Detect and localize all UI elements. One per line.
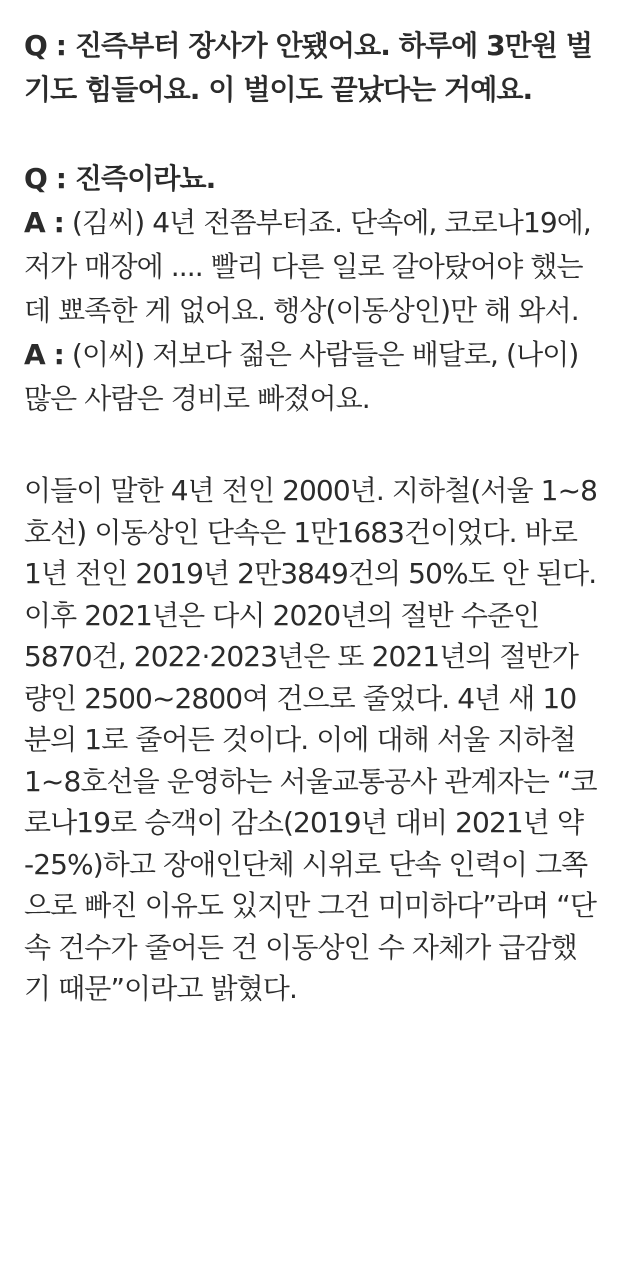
paragraph-line: -25%)하고 장애인단체 시위로 단속 인력이 그쪽 xyxy=(24,847,588,881)
paragraph-line: 분의 1로 줄어든 것이다. 이에 대해 서울 지하철 xyxy=(24,723,576,756)
spacer xyxy=(24,112,624,157)
paragraph-line: 으로 빠진 이유도 있지만 그건 미미하다”라며 “단 xyxy=(24,889,597,922)
paragraph-line: 1~8호선을 운영하는 서울교통공사 관계자는 “코 xyxy=(24,764,597,798)
paragraph-line: 속 건수가 줄어든 건 이동상인 수 자체가 급감했 xyxy=(24,930,577,964)
body-paragraph xyxy=(24,470,624,1010)
answer-text: (김씨) 4년 전쯤부터죠. 단속에, 코로나19에, xyxy=(63,206,591,239)
spacer xyxy=(24,421,624,470)
question-line: Q : 진즉이라뇨. xyxy=(24,162,216,195)
paragraph-line: 이들이 말한 4년 전인 2000년. 지하철(서울 1~8 xyxy=(24,474,598,507)
answer-line xyxy=(24,201,624,245)
answer-speaker: A : xyxy=(24,206,64,239)
answer-text: (이씨) 저보다 젊은 사람들은 배달로, (나이) xyxy=(63,338,579,371)
answer-line: 저가 매장에 .... 빨리 다른 일로 갈아탔어야 했는 xyxy=(24,250,583,283)
qa-block-2 xyxy=(24,157,624,421)
answer-line: 많은 사람은 경비로 빠졌어요. xyxy=(24,382,370,415)
paragraph-line: 1년 전인 2019년 2만3849건의 50%도 안 된다. xyxy=(24,557,597,590)
qa-block-1 xyxy=(24,24,624,112)
article-body xyxy=(24,24,624,1010)
answer-line: 데 뾰족한 게 없어요. 행상(이동상인)만 해 와서. xyxy=(24,294,579,327)
paragraph-line: 량인 2500~2800여 건으로 줄었다. 4년 새 10 xyxy=(24,681,577,715)
question-line: 기도 힘들어요. 이 벌이도 끝났다는 거예요. xyxy=(24,73,533,106)
answer-speaker: A : xyxy=(24,338,64,371)
paragraph-line: 기 때문”이라고 밝혔다. xyxy=(24,972,297,1005)
paragraph-line: 이후 2021년은 다시 2020년의 절반 수준인 xyxy=(24,598,540,632)
paragraph-line: 로나19로 승객이 감소(2019년 대비 2021년 약 xyxy=(24,806,584,839)
question-line: Q : 진즉부터 장사가 안됐어요. 하루에 3만원 벌 xyxy=(24,29,592,62)
paragraph-line: 5870건, 2022·2023년은 또 2021년의 절반가 xyxy=(24,640,578,673)
answer-line xyxy=(24,333,624,377)
paragraph-line: 호선) 이동상인 단속은 1만1683건이었다. 바로 xyxy=(24,515,577,549)
